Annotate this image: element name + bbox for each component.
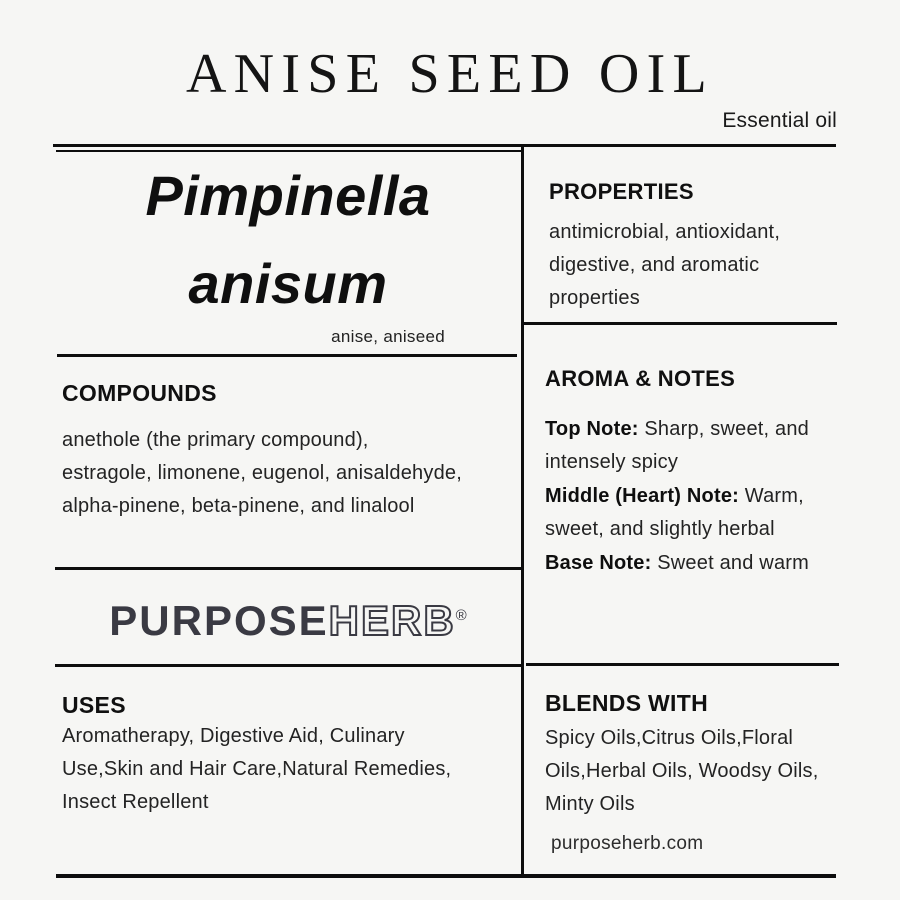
botanical-name-line2: anisum <box>188 252 388 315</box>
compounds-line: estragole, limonene, eugenol, anisaldehyde, <box>62 462 462 484</box>
website-url: purposeherb.com <box>551 833 704 854</box>
note-text: Sharp, sweet, and <box>638 418 810 440</box>
right-rule-under-properties <box>523 322 837 325</box>
uses-body <box>62 720 522 819</box>
properties-line: antimicrobial, antioxidant, <box>549 221 781 243</box>
registered-trademark-icon: ® <box>455 607 467 624</box>
bottom-rule <box>56 874 836 878</box>
compounds-line: anethole (the primary compound), <box>62 429 369 451</box>
blends-line: Spicy Oils,Citrus Oils,Floral <box>545 727 794 749</box>
logo-text-herb: HERB <box>328 597 456 644</box>
header-rule <box>53 144 836 147</box>
note-text: sweet, and slightly herbal <box>545 518 775 541</box>
aroma-note-line <box>545 513 857 546</box>
aroma-note-line <box>545 446 857 479</box>
aroma-note-line <box>545 480 857 513</box>
properties-line: digestive, and aromatic <box>549 254 760 276</box>
botanical-name-line1: Pimpinella <box>145 164 431 227</box>
blends-with-heading: BLENDS WITH <box>545 690 709 716</box>
aroma-note-line <box>545 413 857 446</box>
properties-heading: PROPERTIES <box>549 179 694 204</box>
uses-line: Use,Skin and Hair Care,Natural Remedies, <box>62 758 452 780</box>
right-rule-above-blends <box>526 663 839 666</box>
aroma-notes-body <box>545 413 857 580</box>
blends-line: Oils,Herbal Oils, Woodsy Oils, <box>545 760 819 782</box>
left-rule-above-logo <box>55 567 521 570</box>
purposeherb-logo <box>55 597 521 645</box>
note-label: Middle (Heart) Note: <box>545 484 739 507</box>
blends-line: Minty Oils <box>545 793 635 815</box>
aroma-notes-heading: AROMA & NOTES <box>545 366 736 391</box>
uses-heading: USES <box>62 692 126 718</box>
properties-body <box>549 216 849 315</box>
note-label: Base Note: <box>545 551 652 574</box>
aroma-note-line <box>545 547 857 580</box>
compounds-line: alpha-pinene, beta-pinene, and linalool <box>62 495 415 517</box>
subtitle-essential-oil: Essential oil <box>722 109 837 132</box>
note-text: intensely spicy <box>545 451 679 474</box>
botanical-name <box>55 152 521 328</box>
page-title: ANISE SEED OIL <box>185 43 715 105</box>
uses-line: Insect Repellent <box>62 791 209 813</box>
note-text: Sweet and warm <box>651 551 809 574</box>
left-rule-under-names <box>57 354 517 357</box>
blends-with-body <box>545 722 857 821</box>
compounds-body <box>62 424 522 523</box>
logo-text-purpose: PURPOSE <box>109 597 329 644</box>
common-names: anise, aniseed <box>331 327 445 346</box>
note-label: Top Note: <box>545 418 639 440</box>
note-text: Warm, <box>739 484 804 507</box>
compounds-heading: COMPOUNDS <box>62 380 217 406</box>
uses-line: Aromatherapy, Digestive Aid, Culinary <box>62 725 405 747</box>
left-rule-below-logo <box>55 664 521 667</box>
properties-line: properties <box>549 287 640 309</box>
